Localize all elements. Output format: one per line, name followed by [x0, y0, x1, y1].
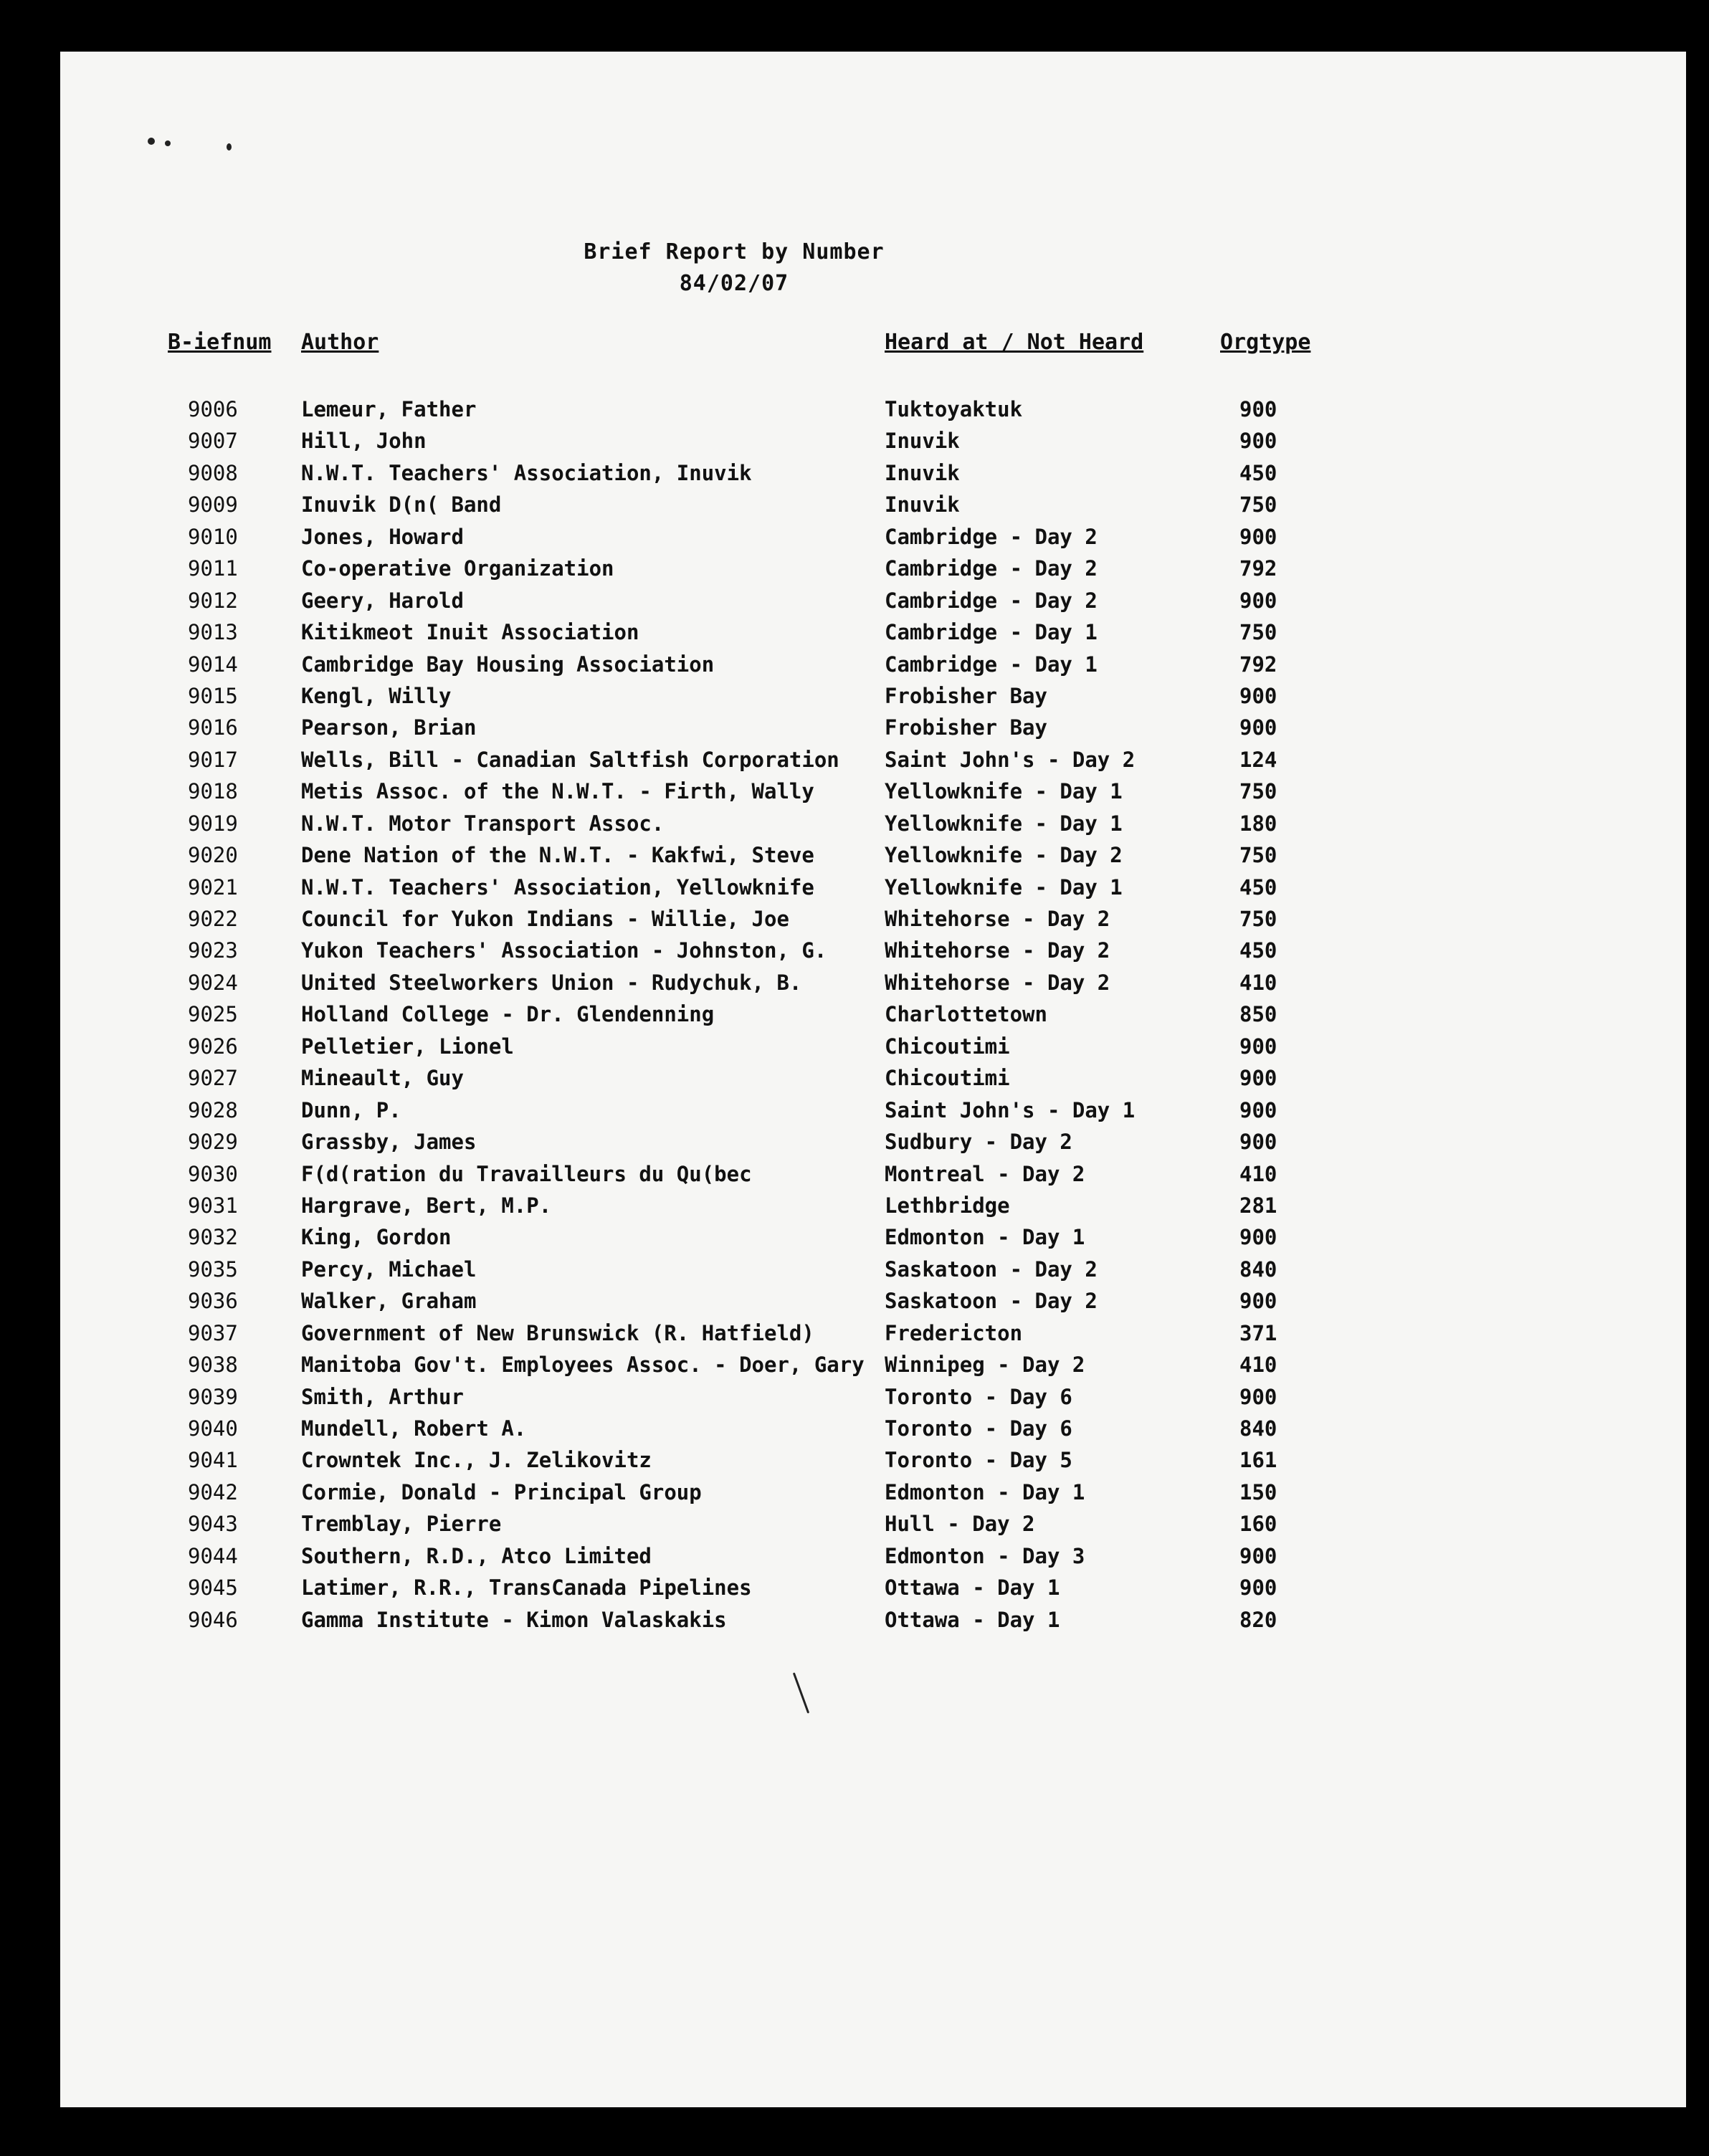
heard-at-cell: Fredericton	[885, 1320, 1023, 1345]
heard-at-cell: Yellowknife - Day 2	[885, 843, 1123, 868]
table-row	[60, 525, 1686, 556]
orgtype-cell: 792	[1239, 556, 1277, 581]
author-cell: Cormie, Donald - Principal Group	[301, 1479, 702, 1504]
heard-at-cell: Toronto - Day 5	[885, 1448, 1072, 1473]
heard-at-cell: Charlottetown	[885, 1002, 1047, 1027]
author-cell: Crowntek Inc., J. Zelikovitz	[301, 1448, 652, 1473]
author-cell: Grassby, James	[301, 1130, 477, 1155]
brief-number: 9045	[188, 1575, 238, 1601]
table-row	[60, 397, 1686, 429]
table-row	[60, 1448, 1686, 1479]
orgtype-cell: 371	[1239, 1320, 1277, 1345]
brief-number: 9009	[188, 492, 238, 517]
table-row	[60, 1098, 1686, 1130]
author-cell: Manitoba Gov't. Employees Assoc. - Doer, Gary	[301, 1353, 865, 1378]
author-cell: N.W.T. Teachers' Association, Yellowknife	[301, 874, 814, 900]
brief-number: 9031	[188, 1193, 238, 1218]
orgtype-cell: 180	[1239, 811, 1277, 836]
author-cell: Lemeur, Father	[301, 397, 477, 421]
author-cell: Hill, John	[301, 429, 427, 454]
brief-number: 9037	[188, 1320, 238, 1345]
author-cell: Walker, Graham	[301, 1289, 477, 1314]
table-row	[60, 652, 1686, 684]
table-row	[60, 556, 1686, 588]
orgtype-cell: 900	[1239, 524, 1277, 549]
heard-at-cell: Saskatoon - Day 2	[885, 1289, 1098, 1314]
brief-number: 9016	[188, 715, 238, 740]
brief-number: 9028	[188, 1097, 238, 1122]
orgtype-cell: 160	[1239, 1512, 1277, 1537]
author-cell: Hargrave, Bert, M.P.	[301, 1193, 552, 1218]
document-page	[60, 52, 1686, 2107]
brief-number: 9023	[188, 938, 238, 963]
orgtype-cell: 450	[1239, 460, 1277, 485]
author-cell: Kitikmeot Inuit Association	[301, 620, 639, 645]
speck	[165, 140, 171, 146]
brief-number: 9015	[188, 683, 238, 708]
heard-at-cell: Cambridge - Day 1	[885, 620, 1098, 645]
orgtype-cell: 124	[1239, 747, 1277, 772]
orgtype-cell: 410	[1239, 1353, 1277, 1378]
brief-number: 9017	[188, 747, 238, 772]
heard-at-cell: Tuktoyaktuk	[885, 397, 1023, 421]
orgtype-cell: 161	[1239, 1448, 1277, 1473]
orgtype-cell: 900	[1239, 397, 1277, 421]
brief-number: 9046	[188, 1607, 238, 1632]
table-row	[60, 1257, 1686, 1289]
report-date: 84/02/07	[679, 271, 789, 296]
orgtype-cell: 150	[1239, 1479, 1277, 1504]
author-cell: Yukon Teachers' Association - Johnston, G.	[301, 938, 827, 963]
heard-at-cell: Winnipeg - Day 2	[885, 1353, 1085, 1378]
author-cell: Dunn, P.	[301, 1097, 401, 1122]
author-cell: Cambridge Bay Housing Association	[301, 652, 715, 677]
heard-at-cell: Saint John's - Day 1	[885, 1097, 1136, 1122]
brief-number: 9006	[188, 397, 238, 421]
heard-at-cell: Chicoutimi	[885, 1034, 1010, 1059]
table-row	[60, 492, 1686, 524]
brief-number: 9038	[188, 1353, 238, 1378]
author-cell: Inuvik D(n( Band	[301, 492, 502, 517]
heard-at-cell: Toronto - Day 6	[885, 1384, 1072, 1409]
orgtype-cell: 820	[1239, 1607, 1277, 1632]
orgtype-cell: 900	[1239, 429, 1277, 454]
author-cell: N.W.T. Motor Transport Assoc.	[301, 811, 665, 836]
orgtype-cell: 450	[1239, 874, 1277, 900]
table-row	[60, 1608, 1686, 1639]
heard-at-cell: Lethbridge	[885, 1193, 1010, 1218]
table-row	[60, 1066, 1686, 1097]
brief-number: 9027	[188, 1066, 238, 1091]
column-header-author: Author	[301, 330, 379, 355]
heard-at-cell: Frobisher Bay	[885, 715, 1047, 740]
heard-at-cell: Frobisher Bay	[885, 683, 1047, 708]
brief-number: 9029	[188, 1130, 238, 1155]
orgtype-cell: 900	[1239, 1034, 1277, 1059]
table-row	[60, 1321, 1686, 1353]
orgtype-cell: 750	[1239, 907, 1277, 931]
table-row	[60, 1130, 1686, 1161]
heard-at-cell: Edmonton - Day 1	[885, 1479, 1085, 1504]
orgtype-cell: 900	[1239, 1097, 1277, 1122]
table-row	[60, 1544, 1686, 1575]
column-header-heard: Heard at / Not Heard	[885, 330, 1144, 355]
brief-number: 9036	[188, 1289, 238, 1314]
table-row	[60, 1162, 1686, 1193]
author-cell: Pelletier, Lionel	[301, 1034, 514, 1059]
heard-at-cell: Inuvik	[885, 492, 960, 517]
orgtype-cell: 900	[1239, 715, 1277, 740]
orgtype-cell: 900	[1239, 1543, 1277, 1568]
table-row	[60, 461, 1686, 492]
brief-number: 9014	[188, 652, 238, 677]
table-row	[60, 970, 1686, 1002]
orgtype-cell: 750	[1239, 492, 1277, 517]
heard-at-cell: Whitehorse - Day 2	[885, 938, 1110, 963]
table-row	[60, 1416, 1686, 1448]
table-row	[60, 620, 1686, 652]
table-row	[60, 1225, 1686, 1256]
author-cell: Southern, R.D., Atco Limited	[301, 1543, 652, 1568]
report-table	[60, 397, 1686, 1639]
brief-number: 9010	[188, 524, 238, 549]
author-cell: Pearson, Brian	[301, 715, 477, 740]
orgtype-cell: 450	[1239, 938, 1277, 963]
author-cell: Kengl, Willy	[301, 683, 452, 708]
orgtype-cell: 900	[1239, 1575, 1277, 1601]
author-cell: Government of New Brunswick (R. Hatfield)	[301, 1320, 814, 1345]
heard-at-cell: Edmonton - Day 3	[885, 1543, 1085, 1568]
orgtype-cell: 840	[1239, 1416, 1277, 1441]
brief-number: 9012	[188, 588, 238, 613]
brief-number: 9035	[188, 1256, 238, 1282]
author-cell: United Steelworkers Union - Rudychuk, B.	[301, 970, 802, 995]
speck	[148, 138, 155, 145]
brief-number: 9020	[188, 843, 238, 868]
heard-at-cell: Saskatoon - Day 2	[885, 1256, 1098, 1282]
table-row	[60, 1034, 1686, 1066]
heard-at-cell: Edmonton - Day 1	[885, 1225, 1085, 1250]
scratch	[793, 1672, 809, 1713]
heard-at-cell: Cambridge - Day 2	[885, 524, 1098, 549]
table-row	[60, 1385, 1686, 1416]
column-header-orgtype: Orgtype	[1220, 330, 1311, 355]
orgtype-cell: 900	[1239, 1066, 1277, 1091]
brief-number: 9025	[188, 1002, 238, 1027]
author-cell: Geery, Harold	[301, 588, 464, 613]
table-row	[60, 938, 1686, 970]
table-row	[60, 1575, 1686, 1607]
brief-number: 9007	[188, 429, 238, 454]
author-cell: Metis Assoc. of the N.W.T. - Firth, Wally	[301, 779, 814, 804]
brief-number: 9041	[188, 1448, 238, 1473]
author-cell: F(d(ration du Travailleurs du Qu(bec	[301, 1161, 752, 1186]
brief-number: 9043	[188, 1512, 238, 1537]
heard-at-cell: Hull - Day 2	[885, 1512, 1035, 1537]
author-cell: Tremblay, Pierre	[301, 1512, 502, 1537]
author-cell: Gamma Institute - Kimon Valaskakis	[301, 1607, 727, 1632]
brief-number: 9030	[188, 1161, 238, 1186]
brief-number: 9021	[188, 874, 238, 900]
orgtype-cell: 900	[1239, 588, 1277, 613]
brief-number: 9044	[188, 1543, 238, 1568]
brief-number: 9040	[188, 1416, 238, 1441]
orgtype-cell: 900	[1239, 683, 1277, 708]
orgtype-cell: 410	[1239, 970, 1277, 995]
author-cell: Latimer, R.R., TransCanada Pipelines	[301, 1575, 752, 1601]
table-row	[60, 1002, 1686, 1034]
orgtype-cell: 281	[1239, 1193, 1277, 1218]
author-cell: Mundell, Robert A.	[301, 1416, 527, 1441]
table-row	[60, 779, 1686, 811]
table-row	[60, 429, 1686, 460]
brief-number: 9022	[188, 907, 238, 931]
heard-at-cell: Ottawa - Day 1	[885, 1575, 1060, 1601]
table-row	[60, 875, 1686, 907]
author-cell: Holland College - Dr. Glendenning	[301, 1002, 715, 1027]
orgtype-cell: 750	[1239, 843, 1277, 868]
orgtype-cell: 850	[1239, 1002, 1277, 1027]
author-cell: Dene Nation of the N.W.T. - Kakfwi, Steve	[301, 843, 814, 868]
table-row	[60, 1193, 1686, 1225]
table-row	[60, 907, 1686, 938]
heard-at-cell: Montreal - Day 2	[885, 1161, 1085, 1186]
heard-at-cell: Inuvik	[885, 460, 960, 485]
heard-at-cell: Yellowknife - Day 1	[885, 811, 1123, 836]
heard-at-cell: Yellowknife - Day 1	[885, 779, 1123, 804]
table-row	[60, 1289, 1686, 1320]
heard-at-cell: Whitehorse - Day 2	[885, 907, 1110, 931]
table-row	[60, 1353, 1686, 1384]
brief-number: 9008	[188, 460, 238, 485]
heard-at-cell: Inuvik	[885, 429, 960, 454]
author-cell: N.W.T. Teachers' Association, Inuvik	[301, 460, 752, 485]
heard-at-cell: Cambridge - Day 2	[885, 588, 1098, 613]
table-row	[60, 1512, 1686, 1543]
heard-at-cell: Sudbury - Day 2	[885, 1130, 1072, 1155]
orgtype-cell: 792	[1239, 652, 1277, 677]
brief-number: 9024	[188, 970, 238, 995]
heard-at-cell: Chicoutimi	[885, 1066, 1010, 1091]
speck	[227, 143, 232, 151]
orgtype-cell: 840	[1239, 1256, 1277, 1282]
brief-number: 9013	[188, 620, 238, 645]
author-cell: Smith, Arthur	[301, 1384, 464, 1409]
brief-number: 9019	[188, 811, 238, 836]
table-row	[60, 748, 1686, 779]
table-row	[60, 843, 1686, 874]
table-row	[60, 1480, 1686, 1512]
orgtype-cell: 900	[1239, 1130, 1277, 1155]
author-cell: Mineault, Guy	[301, 1066, 464, 1091]
orgtype-cell: 750	[1239, 779, 1277, 804]
orgtype-cell: 900	[1239, 1384, 1277, 1409]
brief-number: 9039	[188, 1384, 238, 1409]
heard-at-cell: Yellowknife - Day 1	[885, 874, 1123, 900]
heard-at-cell: Ottawa - Day 1	[885, 1607, 1060, 1632]
author-cell: Wells, Bill - Canadian Saltfish Corporation	[301, 747, 839, 772]
heard-at-cell: Cambridge - Day 1	[885, 652, 1098, 677]
table-row	[60, 684, 1686, 715]
heard-at-cell: Saint John's - Day 2	[885, 747, 1136, 772]
column-header-number: B-iefnum	[168, 330, 272, 355]
heard-at-cell: Whitehorse - Day 2	[885, 970, 1110, 995]
table-row	[60, 588, 1686, 620]
author-cell: Percy, Michael	[301, 1256, 477, 1282]
brief-number: 9011	[188, 556, 238, 581]
author-cell: Jones, Howard	[301, 524, 464, 549]
brief-number: 9018	[188, 779, 238, 804]
heard-at-cell: Cambridge - Day 2	[885, 556, 1098, 581]
author-cell: King, Gordon	[301, 1225, 452, 1250]
report-title: Brief Report by Number	[584, 239, 885, 264]
author-cell: Co-operative Organization	[301, 556, 614, 581]
author-cell: Council for Yukon Indians - Willie, Joe	[301, 907, 789, 931]
orgtype-cell: 750	[1239, 620, 1277, 645]
table-row	[60, 811, 1686, 843]
orgtype-cell: 410	[1239, 1161, 1277, 1186]
orgtype-cell: 900	[1239, 1225, 1277, 1250]
orgtype-cell: 900	[1239, 1289, 1277, 1314]
table-row	[60, 715, 1686, 747]
brief-number: 9026	[188, 1034, 238, 1059]
brief-number: 9032	[188, 1225, 238, 1250]
brief-number: 9042	[188, 1479, 238, 1504]
heard-at-cell: Toronto - Day 6	[885, 1416, 1072, 1441]
